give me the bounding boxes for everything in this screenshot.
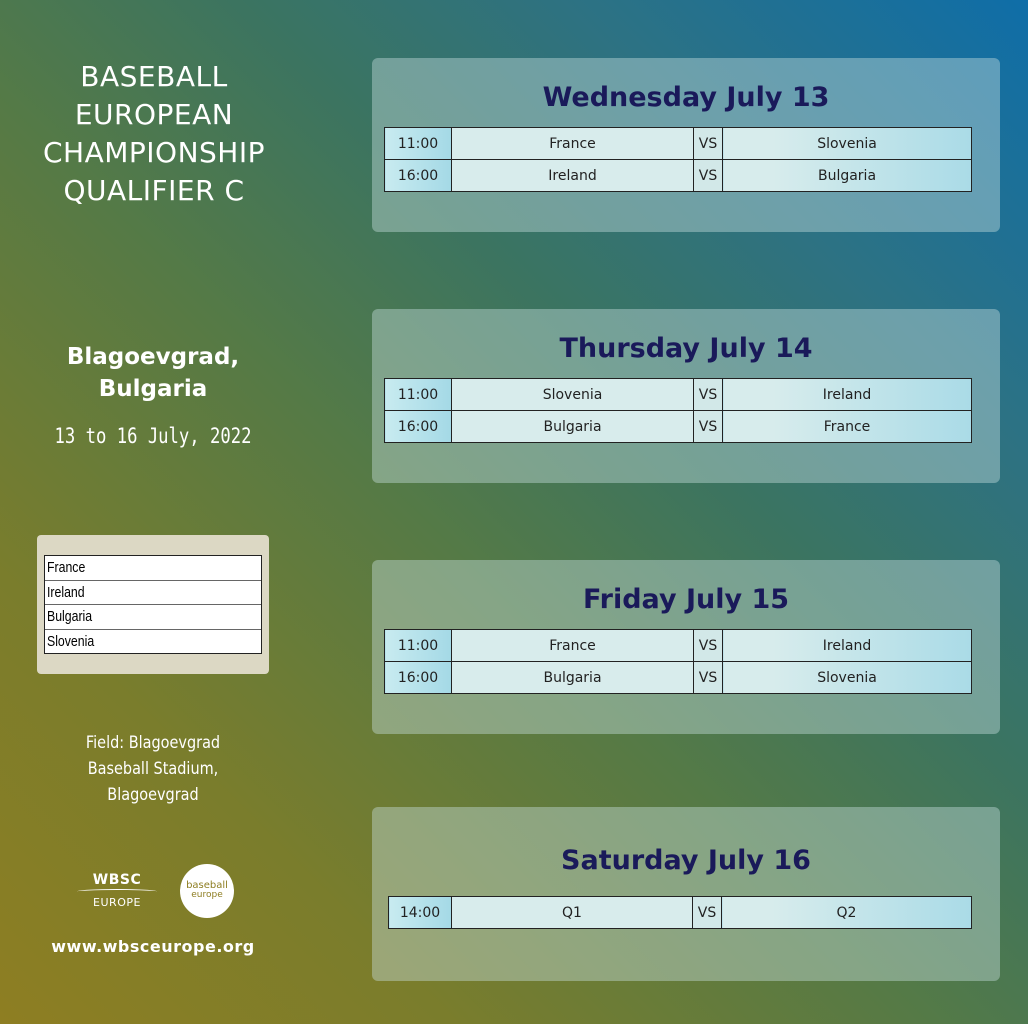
team-name: France (47, 559, 86, 576)
away-team: Slovenia (723, 662, 972, 694)
match-time: 16:00 (385, 411, 452, 443)
match-row (385, 160, 972, 192)
website-url[interactable]: www.wbsceurope.org (51, 937, 255, 956)
vs-label: VS (694, 160, 723, 192)
event-title-line: QUALIFIER C (63, 174, 245, 207)
day-panel-friday (372, 560, 1000, 734)
day-title: Thursday July 14 (559, 333, 813, 364)
team-name: Bulgaria (47, 608, 93, 625)
match-time: 16:00 (385, 160, 452, 192)
match-time: 11:00 (385, 630, 452, 662)
team-name: Slovenia (47, 632, 95, 650)
away-team: France (723, 411, 972, 443)
location-line: Blagoevgrad, (66, 344, 240, 370)
home-team: Bulgaria (452, 411, 694, 443)
match-time: 14:00 (389, 897, 452, 929)
home-team: Q1 (452, 897, 693, 929)
event-title-line: CHAMPIONSHIP (42, 136, 265, 169)
field-line: Field: Blagoevgrad (85, 733, 221, 753)
baseball-europe-logo (180, 864, 234, 918)
day-title: Saturday July 16 (561, 845, 811, 876)
home-team: Ireland (452, 160, 694, 192)
match-row (385, 630, 972, 662)
away-team: Q2 (722, 897, 972, 929)
teams-list (44, 555, 262, 654)
sponsor-logos (74, 862, 244, 922)
home-team: France (452, 128, 694, 160)
home-team: Bulgaria (452, 662, 694, 694)
vs-label: VS (694, 630, 723, 662)
away-team: Bulgaria (723, 160, 972, 192)
match-time: 11:00 (385, 379, 452, 411)
match-row (385, 411, 972, 443)
vs-label: VS (694, 379, 723, 411)
event-title-line: BASEBALL (80, 60, 228, 93)
field-line: Baseball Stadium, (87, 759, 219, 779)
match-table (388, 896, 972, 929)
away-team: Ireland (723, 630, 972, 662)
home-team: France (452, 630, 694, 662)
vs-label: VS (694, 411, 723, 443)
vs-label: VS (694, 128, 723, 160)
day-panel-saturday (372, 807, 1000, 981)
home-team: Slovenia (452, 379, 694, 411)
vs-label: VS (693, 897, 722, 929)
team-item (45, 630, 261, 654)
team-name: Ireland (47, 583, 85, 601)
event-title (20, 58, 288, 210)
wbsc-logo-subtext: EUROPE (93, 896, 141, 909)
wbsc-europe-logo (74, 872, 160, 909)
team-item (45, 556, 261, 581)
info-column (0, 0, 330, 1024)
location-line: Bulgaria (98, 376, 208, 402)
wbsc-logo-text: WBSC (92, 872, 142, 888)
team-item (45, 605, 261, 630)
event-dates: 13 to 16 July, 2022 (54, 424, 252, 448)
field-line: Blagoevgrad (107, 785, 199, 805)
day-title: Wednesday July 13 (542, 82, 830, 113)
teams-panel (37, 535, 269, 674)
field-info (40, 730, 266, 808)
day-panel-wednesday (372, 58, 1000, 232)
match-time: 11:00 (385, 128, 452, 160)
team-item (45, 581, 261, 606)
match-time: 16:00 (385, 662, 452, 694)
event-location (30, 341, 276, 405)
match-row (389, 897, 972, 929)
match-table (384, 629, 972, 694)
match-row (385, 662, 972, 694)
match-table (384, 127, 972, 192)
day-panel-thursday (372, 309, 1000, 483)
away-team: Ireland (723, 379, 972, 411)
vs-label: VS (694, 662, 723, 694)
be-logo-subtext: europe (191, 890, 223, 900)
be-logo-text: baseball (186, 880, 228, 891)
match-row (385, 128, 972, 160)
match-table (384, 378, 972, 443)
day-title: Friday July 15 (582, 584, 790, 615)
swoosh-icon (77, 889, 157, 894)
away-team: Slovenia (723, 128, 972, 160)
match-row (385, 379, 972, 411)
event-title-line: EUROPEAN (74, 98, 234, 131)
